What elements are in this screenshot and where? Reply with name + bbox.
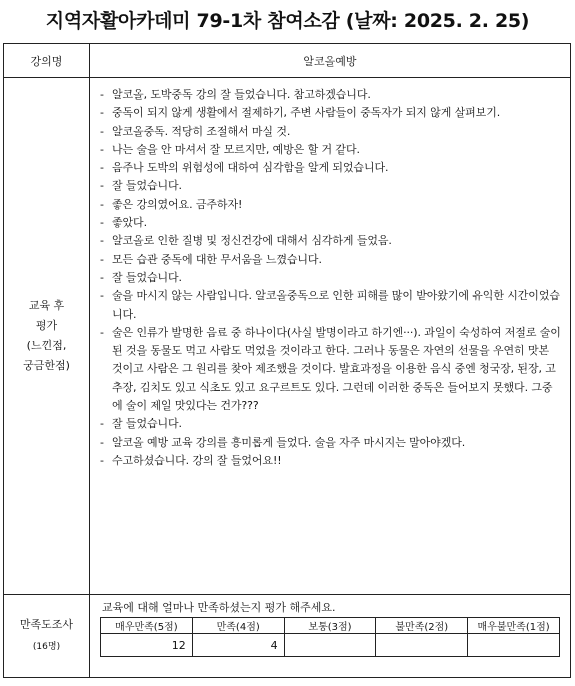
rating-value <box>376 634 468 657</box>
rating-value: 4 <box>192 634 284 657</box>
comment-item: - 잘 들었습니다. <box>100 177 562 195</box>
respondent-count: (16명) <box>32 642 61 652</box>
rating-value <box>468 634 560 657</box>
header-row <box>4 44 571 78</box>
rating-values-row <box>101 634 560 657</box>
comment-item: - 중독이 되지 않게 생활에서 절제하기, 주변 사람들이 중독자가 되지 않게 살펴보기. <box>100 104 562 122</box>
satisfaction-label <box>4 595 90 678</box>
evaluation-content <box>90 78 571 595</box>
rating-col-header: 보통(3점) <box>284 618 376 634</box>
rating-value <box>284 634 376 657</box>
comment-item: - 알코올로 인한 질병 및 정신건강에 대해서 심각하게 들었음. <box>100 232 562 250</box>
evaluation-label-line: 궁금한점) <box>23 359 70 372</box>
evaluation-label-line: 평가 <box>35 319 58 332</box>
satisfaction-content <box>90 595 571 678</box>
comment-item: - 좋은 강의였어요. 금주하자! <box>100 196 562 214</box>
page-title: 지역자활아카데미 79-1차 참여소감 (날짜: 2025. 2. 25) <box>45 10 530 32</box>
rating-header-row <box>101 618 560 634</box>
rating-col-header: 만족(4점) <box>192 618 284 634</box>
header-course-name: 알코올예방 <box>90 44 571 78</box>
comment-item: - 알코올 예방 교육 강의를 흥미롭게 들었다. 술을 자주 마시지는 말아야겠다. <box>100 434 562 452</box>
rating-table <box>100 617 560 657</box>
comment-item: - 좋았다. <box>100 214 562 232</box>
comment-item: - 음주나 도박의 위험성에 대하여 심각함을 알게 되었습니다. <box>100 159 562 177</box>
comment-list <box>90 78 570 476</box>
comment-item: - 알코올중독. 적당히 조절해서 마실 것. <box>100 123 562 141</box>
evaluation-row <box>4 78 571 595</box>
evaluation-label-line: 교육 후 <box>28 299 65 312</box>
header-course-label: 강의명 <box>4 44 90 78</box>
comment-item: - 모든 습관 중독에 대한 무서움을 느꼈습니다. <box>100 251 562 269</box>
rating-col-header: 매우불만족(1점) <box>468 618 560 634</box>
comment-item: - 술을 마시지 않는 사람입니다. 알코올중독으로 인한 피해를 많이 받아왔기에 유익한 시간이었습니다. <box>100 287 562 324</box>
evaluation-label <box>4 78 90 595</box>
survey-table <box>3 43 571 678</box>
comment-item: - 잘 들었습니다. <box>100 269 562 287</box>
comment-item: - 술은 인류가 발명한 음료 중 하나이다(사실 발명이라고 하기엔···). 과일이 숙성하여 저절로 술이 된 것을 동물도 먹고 사람도 먹었을 것이라고 한다. 그러나 동물은 자연의 선물을 우연히 맛본 것이고 사람은 그 원리를 찾아 제조했을 것이다. 발효과정을 이용한 음식 중엔 청국장, 된장, 고추장, 김치도 있고 식초도 있고 요구르트도 있다. 그런데 이러한 중독은 들어보지 못했다. 그중에 술이 제일 맛있다는 건가??? <box>100 324 562 415</box>
satisfaction-row <box>4 595 571 678</box>
rating-col-header: 불만족(2점) <box>376 618 468 634</box>
comment-item: - 알코올, 도박중독 강의 잘 들었습니다. 참고하겠습니다. <box>100 86 562 104</box>
rating-col-header: 매우만족(5점) <box>101 618 193 634</box>
satisfaction-question: 교육에 대해 얼마나 만족하셨는지 평가 해주세요. <box>102 601 336 614</box>
rating-value: 12 <box>101 634 193 657</box>
satisfaction-title: 만족도조사 <box>19 618 74 631</box>
comment-item: - 수고하셨습니다. 강의 잘 들었어요!! <box>100 452 562 470</box>
comment-item: - 나는 술을 안 마셔서 잘 모르지만, 예방은 할 거 같다. <box>100 141 562 159</box>
evaluation-label-line: (느낀점, <box>26 339 67 352</box>
comment-item: - 잘 들었습니다. <box>100 415 562 433</box>
